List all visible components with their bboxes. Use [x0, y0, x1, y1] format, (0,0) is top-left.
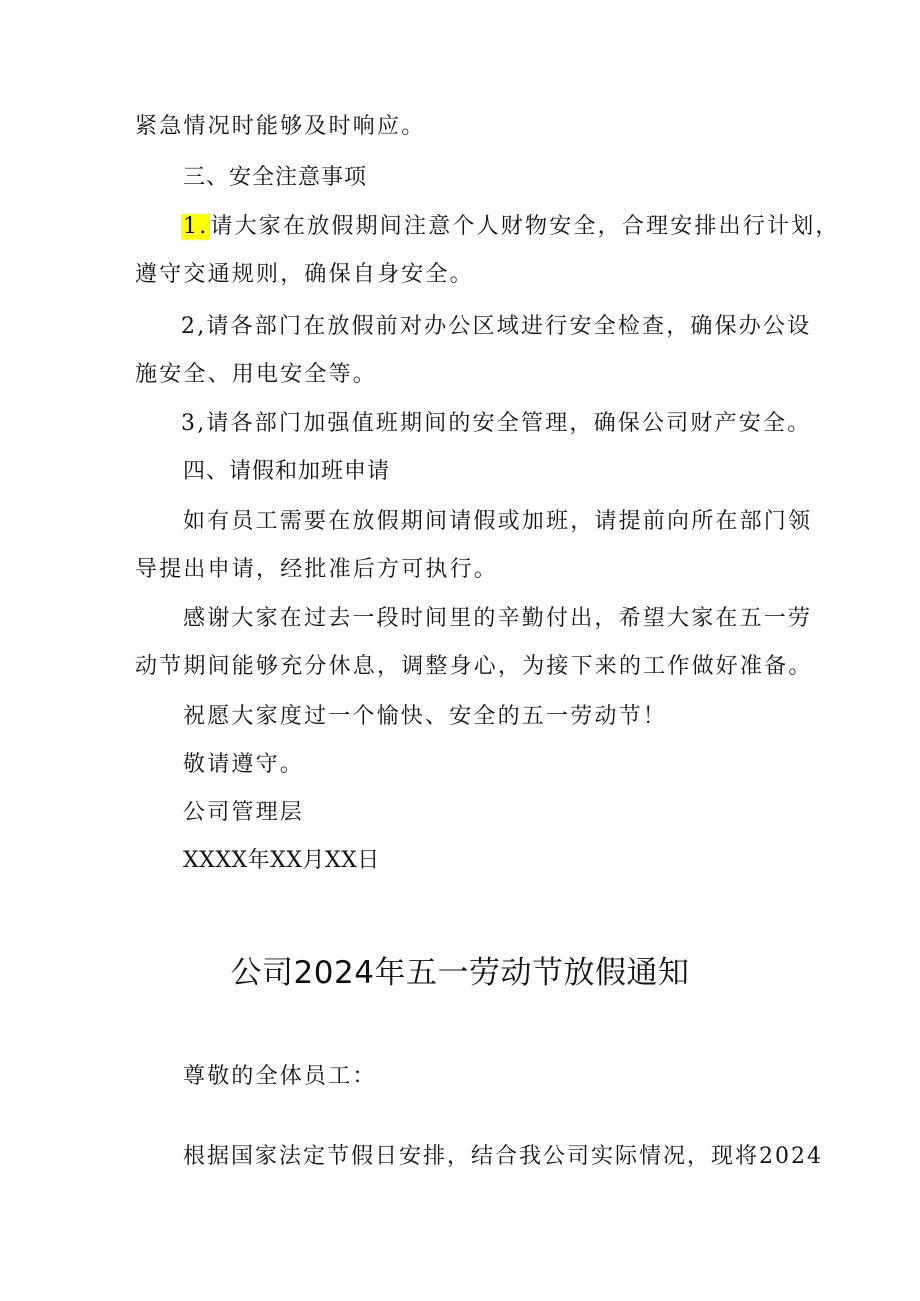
leave-line1: 如有员工需要在放假期间请假或加班，请提前向所在部门领	[183, 509, 813, 534]
item1-text: 请大家在放假期间注意个人财物安全，合理安排出行计划，	[210, 214, 840, 239]
item1-line2: 遵守交通规则，确保自身安全。	[135, 262, 474, 287]
item2-line1: 2,请各部门在放假前对办公区域进行安全检查，确保办公设	[181, 314, 812, 339]
section4-heading: 四、请假和加班申请	[183, 459, 391, 484]
paragraph-emergency-tail: 紧急情况时能够及时响应。	[135, 114, 426, 139]
greeting: 尊敬的全体员工：	[183, 1064, 377, 1089]
item3-line1: 3,请各部门加强值班期间的安全管理，确保公司财产安全。	[181, 411, 812, 436]
item2-line2: 施安全、用电安全等。	[135, 362, 378, 387]
wish-line: 祝愿大家度过一个愉快、安全的五一劳动节！	[183, 704, 668, 729]
intro-line1: 根据国家法定节假日安排，结合我公司实际情况，现将2024	[183, 1144, 823, 1169]
signature: 公司管理层	[183, 800, 305, 825]
second-notice-title: 公司2024年五一劳动节放假通知	[230, 955, 690, 991]
closing-line: 敬请遵守。	[183, 752, 305, 777]
thanks-line2: 动节期间能够充分休息，调整身心，为接下来的工作做好准备。	[135, 654, 813, 679]
date: XXXX年XX月XX日	[183, 848, 380, 873]
thanks-line1: 感谢大家在过去一段时间里的辛勤付出，希望大家在五一劳	[183, 606, 813, 631]
item1-line1	[181, 211, 840, 243]
section3-heading: 三、安全注意事项	[183, 165, 368, 190]
leave-line2: 导提出申请，经批准后方可执行。	[135, 557, 499, 582]
item1-number-highlight: 1.	[183, 214, 209, 239]
